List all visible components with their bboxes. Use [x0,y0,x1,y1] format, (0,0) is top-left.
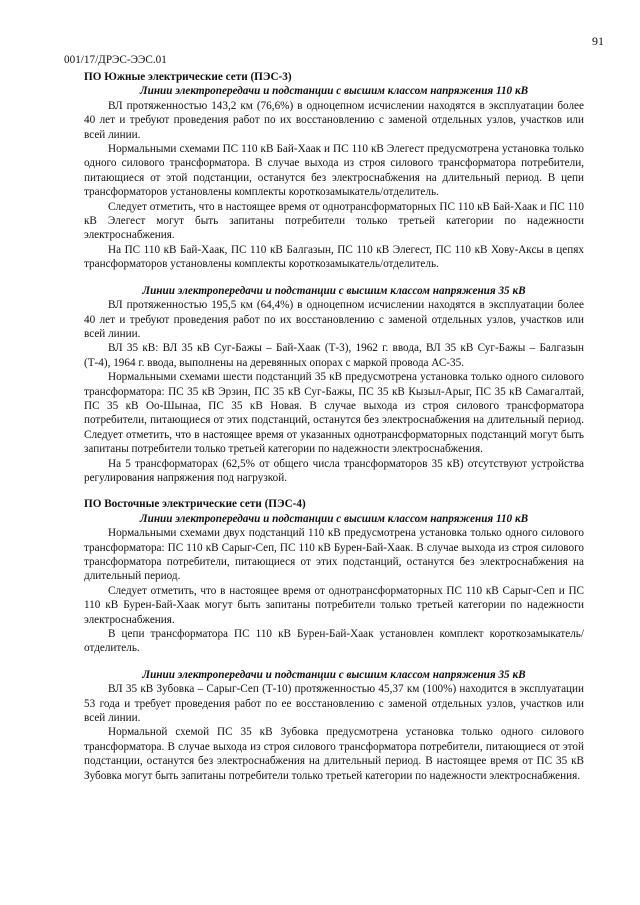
paragraph: Нормальными схемами шести подстанций 35 кВ предусмотрена установка только одного силового трансформатора: ПС 35 кВ Эрзин, ПС 35 кВ Суг-Бажы, ПС 35 кВ Кызыл-Арыг, ПС 35 кВ Самагалтай, ПС 35 кВ Оо-Шынаа, ПС 35 кВ Новая. В случае выхода из строя силового трансформатора потребители, питающиеся от этих подстанций, останутся без электроснабжения на длительный период. Следует отметить, что в настоящее время от указанных однотрансформаторных подстанций могут быть запитаны потребители только третьей категории по надежности электроснабжения. [84,371,584,456]
paragraph: Нормальными схемами ПС 110 кВ Бай-Хаак и ПС 110 кВ Элегест предусмотрена установка только одного силового трансформатора. В случае выхода из строя силового трансформатора потребители, питающиеся от этой подстанции, останутся без электроснабжения на длительный период. В цепи трансформаторов установлены комплекты короткозамыкатель/отделитель. [84,143,584,199]
subsection-heading-pes4-110kv: Линии электропередачи и подстанции с высшим классом напряжения 110 кВ [139,512,529,525]
paragraph: Нормальной схемой ПС 35 кВ Зубовка предусмотрена установка только одного силового трансформатора. В случае выхода из строя силового трансформатора потребители, питающиеся от этой подстанции, останутся без электроснабжения на длительный период. В настоящее время от ПС 35 кВ Зубовка могут быть запитаны потребители только третьей категории по надежности электроснабжения. [84,726,584,782]
document-body [84,70,584,783]
paragraph: ВЛ 35 кВ: ВЛ 35 кВ Суг-Бажы – Бай-Хаак (Т-3), 1962 г. ввода, ВЛ 35 кВ Суг-Бажы – Балгазын (Т-4), 1964 г. ввода, выполнены на деревянных опорах с маркой провода АС-35. [84,342,584,369]
paragraph: ВЛ протяженностью 195,5 км (64,4%) в одноцепном исчислении находятся в эксплуатации более 40 лет и требуют проведения работ по их восстановлению с заменой отдельных узлов, участков или всей линии. [84,299,584,340]
section-title-pes4: ПО Восточные электрические сети (ПЭС-4) [84,498,306,511]
paragraph: На ПС 110 кВ Бай-Хаак, ПС 110 кВ Балгазын, ПС 110 кВ Элегест, ПС 110 кВ Хову-Аксы в цепях трансформаторов установлены комплекты короткозамыкатель/отделитель. [84,243,584,271]
paragraph: Следует отметить, что в настоящее время от однотрансформаторных ПС 110 кВ Бай-Хаак и ПС 110 кВ Элегест могут быть запитаны потребители только третьей категории по надежности электроснабжения. [84,200,584,242]
paragraph: Нормальными схемами двух подстанций 110 кВ предусмотрена установка только одного силового трансформатора: ПС 110 кВ Сарыг-Сеп, ПС 110 кВ Бурен-Бай-Хаак. В случае выхода из строя силового трансформатора потребители, питающиеся от этих подстанций, останутся без электроснабжения на длительный период. [84,527,584,583]
spacer [84,656,584,668]
spacer [84,272,584,284]
paragraph: В цепи трансформатора ПС 110 кВ Бурен-Бай-Хаак установлен комплект короткозамыкатель/отделитель. [84,628,584,655]
subsection-heading-pes3-35kv: Линии электропередачи и подстанции с высшим классом напряжения 35 кВ [142,284,526,297]
paragraph: ВЛ протяженностью 143,2 км (76,6%) в одноцепном исчислении находятся в эксплуатации более 40 лет и требуют проведения работ по их восстановлению с заменой отдельных узлов, участков или всей линии. [84,99,584,141]
paragraph: ВЛ 35 кВ Зубовка – Сарыг-Сеп (Т-10) протяженностью 45,37 км (100%) находится в эксплуатации 53 года и требует проведения работ по ее восстановлению с заменой отдельных узлов, участков или всей линии. [84,683,584,725]
subsection-heading-pes4-35kv: Линии электропередачи и подстанции с высшим классом напряжения 35 кВ [142,668,526,681]
subsection-heading-pes3-110kv: Линии электропередачи и подстанции с высшим классом напряжения 110 кВ [139,85,529,98]
paragraph: На 5 трансформаторах (62,5% от общего числа трансформаторов 35 кВ) отсутствуют устройства регулирования напряжения под нагрузкой. [84,457,584,484]
document-id: 001/17/ДРЭС-ЭЭС.01 [64,54,167,66]
section-title-pes3: ПО Южные электрические сети (ПЭС-3) [84,71,292,83]
page-number: 91 [592,34,604,48]
spacer [84,485,584,497]
paragraph: Следует отметить, что в настоящее время от однотрансформаторных ПС 110 кВ Сарыг-Сеп и ПС 110 кВ Бурен-Бай-Хаак могут быть запитаны потребители только третьей категории по надежности электроснабжения. [84,584,584,626]
